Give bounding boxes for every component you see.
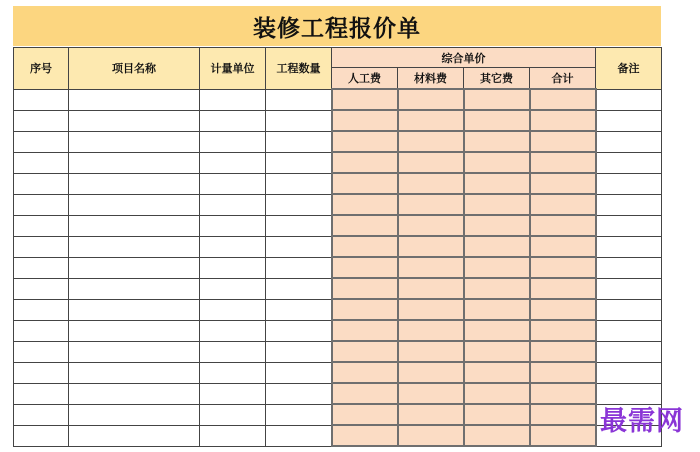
unit-cell[interactable] [200, 362, 266, 383]
seq-cell[interactable] [14, 236, 69, 257]
material-cell[interactable] [398, 299, 464, 320]
remarks-cell[interactable] [596, 131, 662, 152]
total-cell[interactable] [530, 110, 596, 131]
table-row [14, 299, 662, 320]
quantity-cell[interactable] [266, 299, 332, 320]
total-cell[interactable] [530, 194, 596, 215]
other-cell[interactable] [464, 320, 530, 341]
item-name-cell[interactable] [69, 131, 200, 152]
labor-cell[interactable] [332, 173, 398, 194]
quantity-cell[interactable] [266, 194, 332, 215]
material-cell[interactable] [398, 320, 464, 341]
remarks-cell[interactable] [596, 152, 662, 173]
seq-cell[interactable] [14, 278, 69, 299]
quantity-cell[interactable] [266, 362, 332, 383]
labor-cell[interactable] [332, 404, 398, 425]
quantity-cell[interactable] [266, 152, 332, 173]
other-cell[interactable] [464, 425, 530, 446]
remarks-cell[interactable] [596, 89, 662, 110]
other-cell[interactable] [464, 152, 530, 173]
header-unit: 计量单位 [200, 48, 266, 90]
quote-table [13, 47, 662, 447]
quantity-cell[interactable] [266, 131, 332, 152]
total-cell[interactable] [530, 152, 596, 173]
quantity-cell[interactable] [266, 173, 332, 194]
header-item-name: 项目名称 [69, 48, 200, 90]
total-cell[interactable] [530, 341, 596, 362]
material-cell[interactable] [398, 257, 464, 278]
unit-cell[interactable] [200, 320, 266, 341]
quantity-cell[interactable] [266, 404, 332, 425]
unit-cell[interactable] [200, 110, 266, 131]
total-cell[interactable] [530, 278, 596, 299]
other-cell[interactable] [464, 383, 530, 404]
header-seq: 序号 [14, 48, 69, 90]
seq-cell[interactable] [14, 110, 69, 131]
table-row [14, 152, 662, 173]
remarks-cell[interactable] [596, 194, 662, 215]
other-cell[interactable] [464, 236, 530, 257]
seq-cell[interactable] [14, 194, 69, 215]
other-cell[interactable] [464, 173, 530, 194]
seq-cell[interactable] [14, 299, 69, 320]
remarks-cell[interactable] [596, 299, 662, 320]
other-cell[interactable] [464, 194, 530, 215]
seq-cell[interactable] [14, 131, 69, 152]
other-cell[interactable] [464, 404, 530, 425]
item-name-cell[interactable] [69, 320, 200, 341]
item-name-cell[interactable] [69, 110, 200, 131]
material-cell[interactable] [398, 173, 464, 194]
material-cell[interactable] [398, 362, 464, 383]
material-cell[interactable] [398, 194, 464, 215]
item-name-cell[interactable] [69, 362, 200, 383]
quantity-cell[interactable] [266, 383, 332, 404]
seq-cell[interactable] [14, 383, 69, 404]
remarks-cell[interactable] [596, 173, 662, 194]
total-cell[interactable] [530, 362, 596, 383]
watermark-logo: 最需网 [600, 406, 684, 437]
other-cell[interactable] [464, 131, 530, 152]
total-cell[interactable] [530, 257, 596, 278]
total-cell[interactable] [530, 425, 596, 446]
labor-cell[interactable] [332, 341, 398, 362]
unit-cell[interactable] [200, 341, 266, 362]
table-row [14, 257, 662, 278]
material-cell[interactable] [398, 404, 464, 425]
page-title: 装修工程报价单 [13, 6, 661, 46]
total-cell[interactable] [530, 131, 596, 152]
quantity-cell[interactable] [266, 341, 332, 362]
other-cell[interactable] [464, 215, 530, 236]
unit-cell[interactable] [200, 131, 266, 152]
quantity-cell[interactable] [266, 320, 332, 341]
item-name-cell[interactable] [69, 278, 200, 299]
material-cell[interactable] [398, 278, 464, 299]
quantity-cell[interactable] [266, 89, 332, 110]
total-cell[interactable] [530, 404, 596, 425]
other-cell[interactable] [464, 299, 530, 320]
unit-cell[interactable] [200, 152, 266, 173]
item-name-cell[interactable] [69, 425, 200, 446]
material-cell[interactable] [398, 215, 464, 236]
seq-cell[interactable] [14, 362, 69, 383]
unit-cell[interactable] [200, 236, 266, 257]
remarks-cell[interactable] [596, 110, 662, 131]
table-row [14, 320, 662, 341]
unit-cell[interactable] [200, 215, 266, 236]
unit-cell[interactable] [200, 425, 266, 446]
seq-cell[interactable] [14, 152, 69, 173]
header-material: 材料费 [398, 68, 464, 90]
other-cell[interactable] [464, 278, 530, 299]
item-name-cell[interactable] [69, 383, 200, 404]
total-cell[interactable] [530, 89, 596, 110]
header-total: 合计 [530, 68, 596, 90]
material-cell[interactable] [398, 131, 464, 152]
quantity-cell[interactable] [266, 278, 332, 299]
labor-cell[interactable] [332, 131, 398, 152]
labor-cell[interactable] [332, 425, 398, 446]
remarks-cell[interactable] [596, 320, 662, 341]
seq-cell[interactable] [14, 89, 69, 110]
item-name-cell[interactable] [69, 236, 200, 257]
total-cell[interactable] [530, 299, 596, 320]
material-cell[interactable] [398, 152, 464, 173]
remarks-cell[interactable] [596, 278, 662, 299]
item-name-cell[interactable] [69, 173, 200, 194]
quote-sheet [13, 6, 661, 447]
seq-cell[interactable] [14, 257, 69, 278]
labor-cell[interactable] [332, 257, 398, 278]
header-unit-price-group: 综合单价 [332, 48, 596, 68]
unit-cell[interactable] [200, 89, 266, 110]
material-cell[interactable] [398, 236, 464, 257]
other-cell[interactable] [464, 362, 530, 383]
labor-cell[interactable] [332, 362, 398, 383]
seq-cell[interactable] [14, 320, 69, 341]
labor-cell[interactable] [332, 110, 398, 131]
table-row [14, 194, 662, 215]
other-cell[interactable] [464, 110, 530, 131]
labor-cell[interactable] [332, 194, 398, 215]
unit-cell[interactable] [200, 194, 266, 215]
other-cell[interactable] [464, 341, 530, 362]
table-row [14, 362, 662, 383]
quantity-cell[interactable] [266, 110, 332, 131]
table-row [14, 341, 662, 362]
unit-cell[interactable] [200, 278, 266, 299]
table-row [14, 89, 662, 110]
labor-cell[interactable] [332, 89, 398, 110]
quote-table-body [14, 89, 662, 446]
header-other: 其它费 [464, 68, 530, 90]
total-cell[interactable] [530, 236, 596, 257]
header-remarks: 备注 [596, 48, 662, 90]
quantity-cell[interactable] [266, 425, 332, 446]
quantity-cell[interactable] [266, 215, 332, 236]
seq-cell[interactable] [14, 173, 69, 194]
labor-cell[interactable] [332, 152, 398, 173]
material-cell[interactable] [398, 110, 464, 131]
seq-cell[interactable] [14, 215, 69, 236]
unit-cell[interactable] [200, 404, 266, 425]
remarks-cell[interactable] [596, 362, 662, 383]
header-quantity: 工程数量 [266, 48, 332, 90]
quantity-cell[interactable] [266, 257, 332, 278]
remarks-cell[interactable] [596, 257, 662, 278]
unit-cell[interactable] [200, 383, 266, 404]
unit-cell[interactable] [200, 299, 266, 320]
item-name-cell[interactable] [69, 341, 200, 362]
remarks-cell[interactable] [596, 236, 662, 257]
total-cell[interactable] [530, 215, 596, 236]
table-row [14, 215, 662, 236]
item-name-cell[interactable] [69, 194, 200, 215]
labor-cell[interactable] [332, 278, 398, 299]
remarks-cell[interactable] [596, 341, 662, 362]
item-name-cell[interactable] [69, 404, 200, 425]
item-name-cell[interactable] [69, 299, 200, 320]
remarks-cell[interactable] [596, 215, 662, 236]
item-name-cell[interactable] [69, 257, 200, 278]
table-row [14, 173, 662, 194]
labor-cell[interactable] [332, 215, 398, 236]
other-cell[interactable] [464, 257, 530, 278]
table-row [14, 236, 662, 257]
header-labor: 人工费 [332, 68, 398, 90]
other-cell[interactable] [464, 89, 530, 110]
item-name-cell[interactable] [69, 215, 200, 236]
table-row [14, 110, 662, 131]
labor-cell[interactable] [332, 299, 398, 320]
table-row [14, 383, 662, 404]
unit-cell[interactable] [200, 257, 266, 278]
total-cell[interactable] [530, 383, 596, 404]
table-row [14, 425, 662, 446]
unit-cell[interactable] [200, 173, 266, 194]
material-cell[interactable] [398, 383, 464, 404]
table-row [14, 404, 662, 425]
item-name-cell[interactable] [69, 89, 200, 110]
seq-cell[interactable] [14, 404, 69, 425]
table-row [14, 278, 662, 299]
material-cell[interactable] [398, 89, 464, 110]
seq-cell[interactable] [14, 425, 69, 446]
quantity-cell[interactable] [266, 236, 332, 257]
item-name-cell[interactable] [69, 152, 200, 173]
seq-cell[interactable] [14, 341, 69, 362]
total-cell[interactable] [530, 173, 596, 194]
labor-cell[interactable] [332, 320, 398, 341]
labor-cell[interactable] [332, 236, 398, 257]
labor-cell[interactable] [332, 383, 398, 404]
table-row [14, 131, 662, 152]
total-cell[interactable] [530, 320, 596, 341]
material-cell[interactable] [398, 425, 464, 446]
material-cell[interactable] [398, 341, 464, 362]
